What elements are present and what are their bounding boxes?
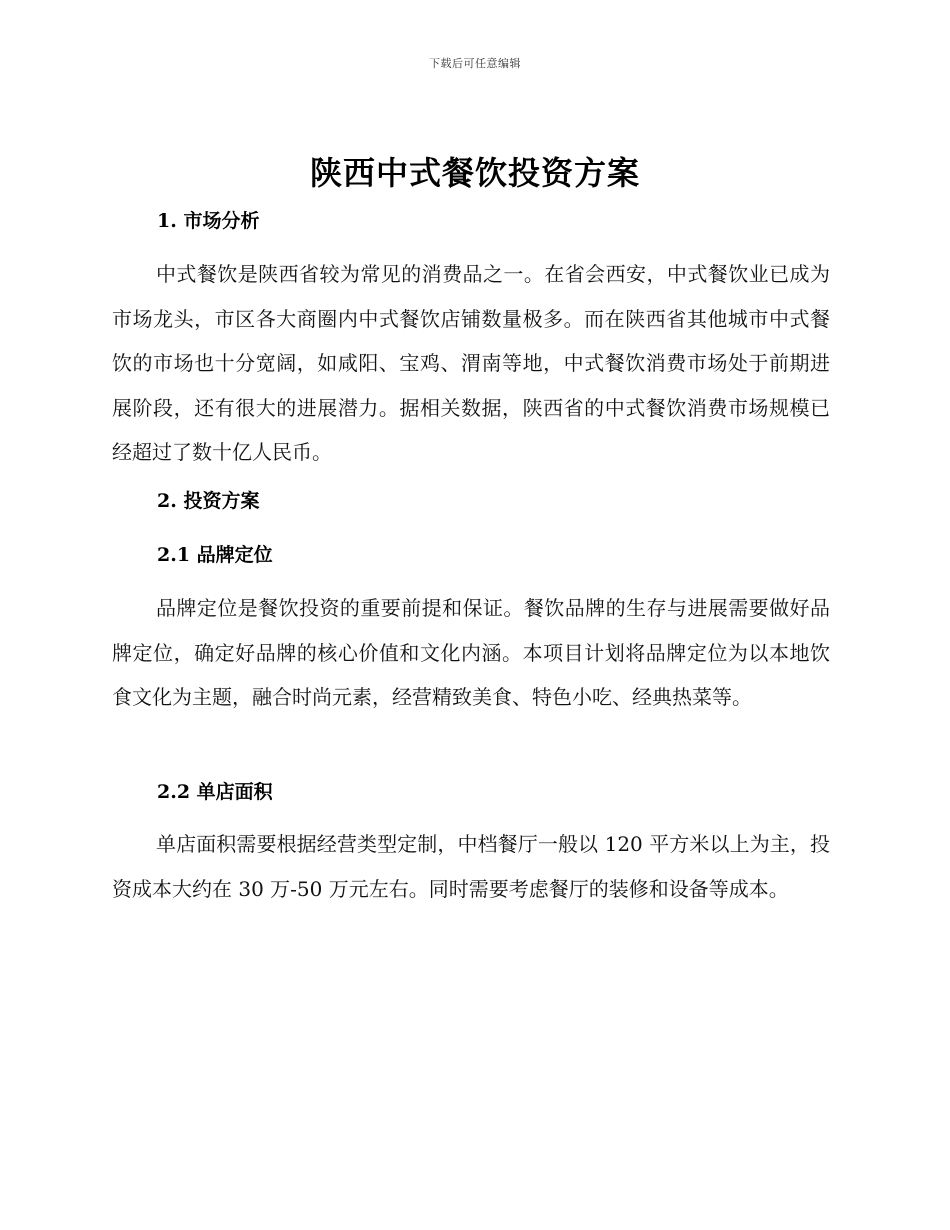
section-heading-brand-positioning: 2.1 品牌定位 [157,544,273,566]
paragraph-market-analysis: 中式餐饮是陕西省较为常见的消费品之一。在省会西安，中式餐饮业已成为市场龙头，市区各大商圈内中式餐饮店铺数量极多。而在陕西省其他城市中式餐饮的市场也十分宽阔，如咸阳、宝鸡、渭南等地，中式餐饮消费市场处于前期进展阶段，还有很大的进展潜力。据相关数据，陕西省的中式餐饮消费市场规模已经超过了数十亿人民币。 [112,262,830,464]
paragraph-store-area: 单店面积需要根据经营类型定制，中档餐厅一般以 120 平方米以上为主，投资成本大约在 30 万-50 万元左右。同时需要考虑餐厅的装修和设备等成本。 [112,832,830,901]
section-heading-market-analysis: 1. 市场分析 [157,210,260,232]
section-heading-store-area: 2.2 单店面积 [157,781,273,803]
paragraph-brand-positioning: 品牌定位是餐饮投资的重要前提和保证。餐饮品牌的生存与进展需要做好品牌定位，确定好品牌的核心价值和文化内涵。本项目计划将品牌定位为以本地饮食文化为主题，融合时尚元素，经营精致美食、特色小吃、经典热菜等。 [112,596,830,709]
header-note: 下载后可任意编辑 [429,57,521,70]
document-title: 陕西中式餐饮投资方案 [309,154,640,192]
section-heading-investment-plan: 2. 投资方案 [157,490,260,512]
